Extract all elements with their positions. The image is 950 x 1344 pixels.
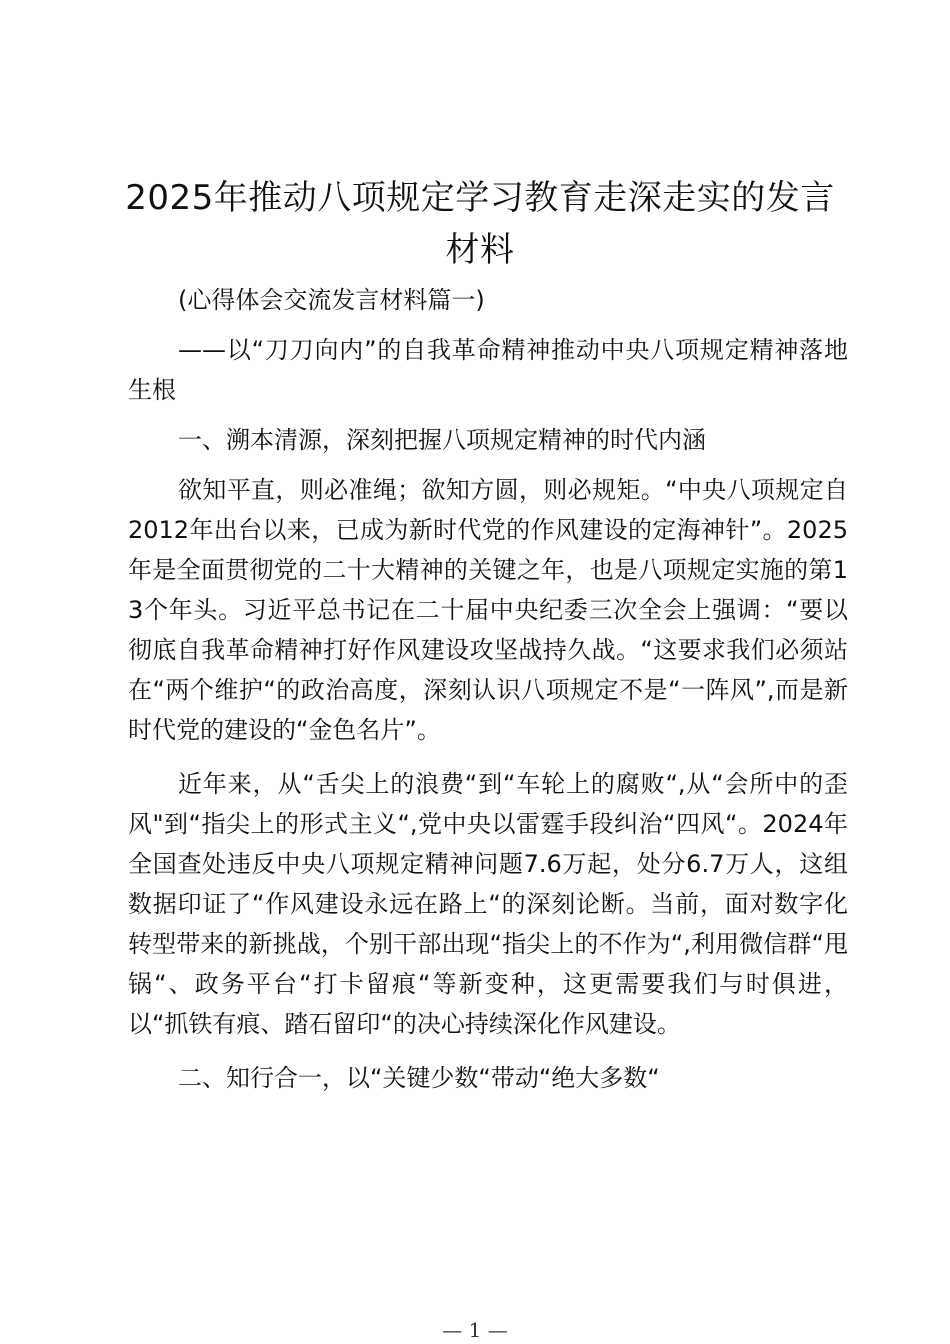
paragraph-1: 欲知平直，则必准绳；欲知方圆，则必规矩。“中央八项规定自2012年出台以来，已成为新时代党的作风建设的定海神针”。2025年是全面贯彻党的二十大精神的关键之年，也是八项规定实施的第13个年头。习近平总书记在二十届中央纪委三次全会上强调：“要以彻底自我革命精神打好作风建设攻坚战持久战。“这要求我们必须站在“两个维护“的政治高度，深刻认识八项规定不是“一阵风”,而是新时代党的建设的“金色名片”。 [128,476,848,744]
section-heading-2: 二、知行合一，以“关键少数“带动“绝大多数“ [178,1064,660,1092]
page-number: — 1 — [442,1318,508,1342]
document-theme: ——以“刀刀向内”的自我革命精神推动中央八项规定精神落地生根 [128,336,848,404]
document-subtitle: (心得体会交流发言材料篇一) [178,286,485,314]
document-title: 2025年推动八项规定学习教育走深走实的发言材料 [125,178,835,270]
document-body [128,280,848,1098]
paragraph-2: 近年来，从“舌尖上的浪费“到“车轮上的腐败“,从“会所中的歪风"到“指尖上的形式主义“,党中央以雷霆手段纠治“四风“。2024年全国查处违反中央八项规定精神问题7.6万起，处分6.7万人，这组数据印证了“作风建设永远在路上“的深刻论断。当前，面对数字化转型带来的新挑战，个别干部出现“指尖上的不作为“,利用微信群“甩锅“、政务平台“打卡留痕“等新变种，这更需要我们与时俱进，以“抓铁有痕、踏石留印“的决心持续深化作风建设。 [128,770,848,1038]
section-heading-1: 一、溯本清源，深刻把握八项规定精神的时代内涵 [178,426,706,454]
